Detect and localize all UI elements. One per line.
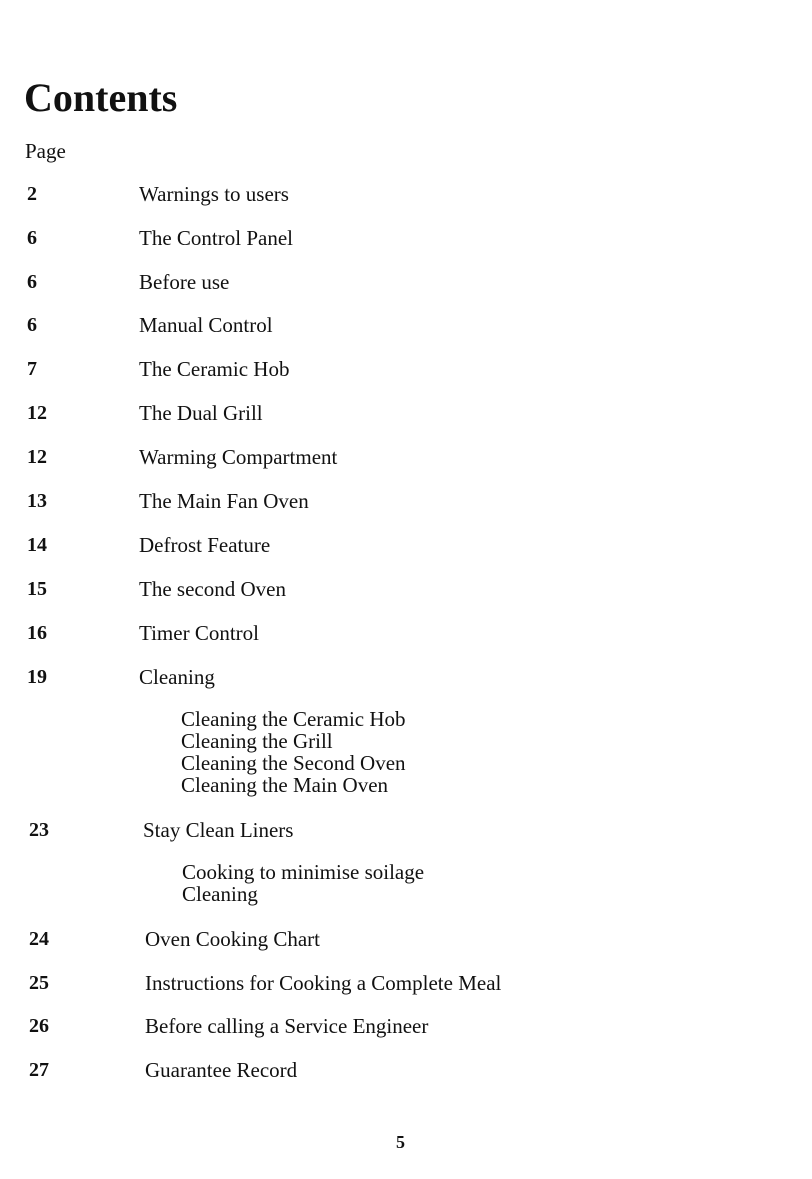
toc-entry-title: Timer Control [139,621,259,645]
toc-row [0,355,812,383]
toc-page-number: 6 [27,227,37,249]
toc-row [0,663,812,691]
toc-page-number: 14 [27,534,47,556]
toc-entry-title: Before use [139,270,230,294]
toc-entry-title: Oven Cooking Chart [145,927,320,951]
toc-page-number: 15 [27,578,47,600]
toc-entry-title: Guarantee Record [145,1058,298,1082]
cleaning-sublist [181,708,406,796]
toc-entry-title: Warnings to users [139,182,289,206]
toc-page-number: 12 [27,402,47,424]
toc-row [0,619,812,647]
sublist-item: Cooking to minimise soilage [182,860,425,884]
toc-row [0,224,812,252]
toc-page-number: 7 [27,358,37,380]
toc-row [0,487,812,515]
toc-entry-title: Cleaning [139,665,215,689]
toc-entry-title: The Dual Grill [139,401,263,425]
toc-entry-title: Manual Control [139,313,273,337]
toc-row [0,969,812,997]
toc-page-number: 2 [27,183,37,205]
toc-row [0,443,812,471]
toc-page-number: 12 [27,446,47,468]
toc-row [0,268,812,296]
toc-page-number: 27 [29,1059,49,1081]
toc-page-number: 6 [27,314,37,336]
sublist-item: Cleaning [182,882,258,906]
toc-row [0,399,812,427]
stay-clean-sublist [182,861,424,905]
toc-entry-title: Stay Clean Liners [143,818,294,842]
toc-entry-title: The Main Fan Oven [139,489,309,513]
page-column-label: Page [25,139,66,163]
toc-entry-title: The Ceramic Hob [139,357,290,381]
toc-entry-title: Instructions for Cooking a Complete Meal [145,971,502,995]
toc-entry-title: Warming Compartment [139,445,338,469]
toc-row [0,1056,812,1084]
toc-row [0,1012,812,1040]
toc-row [0,180,812,208]
sublist-item: Cleaning the Main Oven [181,773,389,797]
sublist-item: Cleaning the Ceramic Hob [181,707,406,731]
toc-entry-title: The Control Panel [139,226,293,250]
sublist-item: Cleaning the Grill [181,729,333,753]
footer-page-number: 5 [396,1132,405,1152]
toc-row [0,816,812,844]
toc-row [0,311,812,339]
toc-page-number: 25 [29,972,49,994]
toc-row [0,925,812,953]
toc-page-number: 19 [27,666,47,688]
toc-page-number: 16 [27,622,47,644]
toc-entry-title: Defrost Feature [139,533,271,557]
toc-page-number: 26 [29,1015,49,1037]
toc-entry-title: The second Oven [139,577,286,601]
toc-page-number: 24 [29,928,49,950]
toc-page-number: 6 [27,271,37,293]
toc-entry-title: Before calling a Service Engineer [145,1014,429,1038]
toc-row [0,531,812,559]
sublist-item: Cleaning the Second Oven [181,751,406,775]
toc-row [0,575,812,603]
page-title: Contents [24,75,178,120]
toc-page-number: 23 [29,819,49,841]
toc-page-number: 13 [27,490,47,512]
